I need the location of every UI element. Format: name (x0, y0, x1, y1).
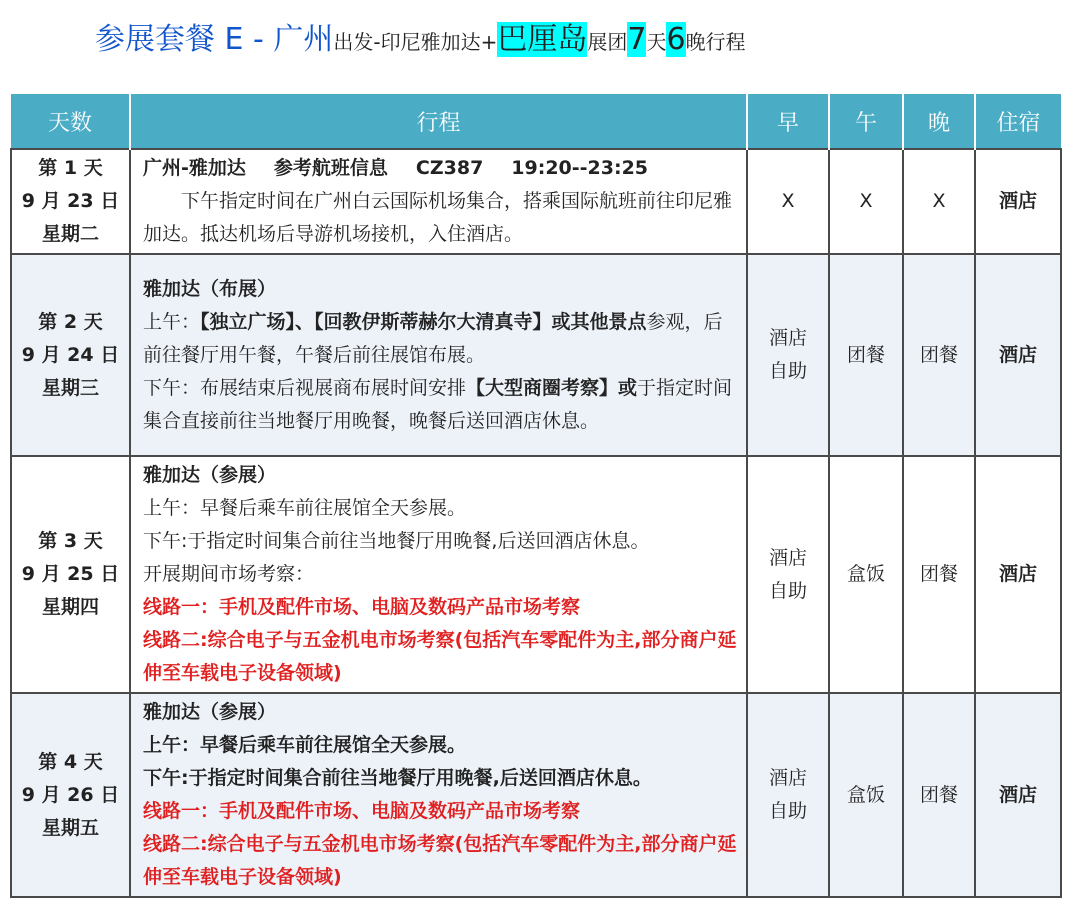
dinner-cell: X (903, 149, 975, 254)
dinner-cell: 团餐 (903, 456, 975, 693)
stay-cell: 酒店 (975, 456, 1061, 693)
afternoon-highlight: 【大型商圈考察】或 (466, 376, 638, 399)
table-row-day3 (11, 456, 1061, 693)
breakfast-cell (747, 693, 829, 897)
breakfast-line1: 酒店 (768, 767, 807, 789)
dinner-cell: 团餐 (903, 254, 975, 456)
lunch-cell: 盒饭 (829, 693, 903, 897)
table-header-row (11, 94, 1061, 149)
morning-plan (143, 306, 738, 372)
day-cell (11, 254, 130, 456)
title-nights-unit: 晚行程 (685, 30, 746, 54)
lunch-cell: X (829, 149, 903, 254)
table-row-day4 (11, 693, 1061, 897)
plan-line: 下午:于指定时间集合前往当地餐厅用晚餐,后送回酒店休息。 (143, 530, 650, 552)
itinerary-cell (130, 693, 747, 897)
breakfast-line2: 自助 (768, 579, 807, 602)
day-number: 第 2 天 (38, 310, 103, 333)
day-number: 第 3 天 (38, 530, 103, 552)
flight-info (143, 152, 738, 185)
morning-rest: 参观，后前往餐厅用午餐，午餐后前往展馆布展。 (143, 310, 723, 366)
table-row-day2 (11, 254, 1061, 456)
breakfast-line1: 酒店 (768, 546, 807, 569)
day-weekday: 星期四 (41, 596, 99, 618)
morning-attractions: 【独立广场】、【回教伊斯蒂赫尔大清真寺】或其他景点 (200, 310, 647, 333)
day-weekday: 星期五 (41, 816, 99, 839)
afternoon-rest: 于指定时间集合直接前往当地餐厅用晚餐，晚餐后送回酒店休息。 (143, 376, 733, 432)
title-highlight-bali: 巴厘岛 (497, 22, 588, 57)
header-breakfast: 早 (747, 94, 829, 149)
title-main: 参展套餐 E - 广州 (95, 22, 334, 57)
plan-line: 下午:于指定时间集合前往当地餐厅用晚餐,后送回酒店休息。 (143, 767, 652, 789)
flight-time: 19:20--23:25 (511, 157, 649, 179)
lunch-cell: 团餐 (829, 254, 903, 456)
day-heading: 雅加达（布展） (143, 277, 277, 300)
breakfast-cell (747, 456, 829, 693)
day-date: 9 月 24 日 (21, 343, 120, 366)
stay-cell: 酒店 (975, 254, 1061, 456)
itinerary-cell (130, 254, 747, 456)
dinner-cell: 团餐 (903, 693, 975, 897)
title-nights-number: 6 (666, 22, 686, 57)
day-date: 9 月 23 日 (21, 190, 120, 212)
flight-number: CZ387 (415, 157, 484, 179)
itinerary-cell (130, 456, 747, 693)
breakfast-cell (747, 254, 829, 456)
day-cell (11, 456, 130, 693)
plan-line: 上午：早餐后乘车前往展馆全天参展。 (143, 497, 467, 519)
flight-route: 广州-雅加达 (143, 157, 246, 179)
header-stay: 住宿 (975, 94, 1061, 149)
stay-cell: 酒店 (975, 149, 1061, 254)
afternoon-prefix: 下午：布展结束后视展商布展时间安排 (143, 376, 467, 399)
header-dinner: 晚 (903, 94, 975, 149)
itinerary-table (10, 94, 1062, 898)
header-days: 天数 (11, 94, 130, 149)
table-row-day1 (11, 149, 1061, 254)
day-date: 9 月 26 日 (21, 783, 120, 806)
route-two: 线路二:综合电子与五金机电市场考察(包括汽车零配件为主,部分商户延伸至车载电子设备领域) (143, 629, 737, 684)
itinerary-cell (130, 149, 747, 254)
header-itinerary: 行程 (130, 94, 747, 149)
day-cell (11, 149, 130, 254)
day-number: 第 1 天 (38, 157, 103, 179)
stay-cell: 酒店 (975, 693, 1061, 897)
breakfast-line2: 自助 (768, 800, 807, 822)
route-one: 线路一：手机及配件市场、电脑及数码产品市场考察 (143, 596, 581, 618)
day-number: 第 4 天 (38, 750, 103, 773)
title-route: 出发-印尼雅加达+ (333, 30, 498, 54)
day-heading: 雅加达（参展） (143, 464, 277, 486)
title-days-number: 7 (627, 22, 647, 57)
plan-line: 上午：早餐后乘车前往展馆全天参展。 (143, 734, 467, 756)
breakfast-line2: 自助 (768, 360, 807, 382)
day-weekday: 星期三 (41, 376, 99, 399)
morning-prefix: 上午： (143, 310, 201, 333)
breakfast-cell: X (747, 149, 829, 254)
day-heading: 雅加达（参展） (143, 701, 277, 723)
title-group: 展团 (587, 30, 628, 54)
lunch-cell: 盒饭 (829, 456, 903, 693)
breakfast-line1: 酒店 (768, 327, 807, 349)
day-description: 下午指定时间在广州白云国际机场集合，搭乘国际航班前往印尼雅加达。抵达机场后导游机场接机，入住酒店。 (143, 190, 733, 245)
day-weekday: 星期二 (41, 223, 99, 245)
plan-line: 开展期间市场考察： (143, 563, 315, 585)
route-one: 线路一：手机及配件市场、电脑及数码产品市场考察 (143, 800, 581, 822)
route-two: 线路二:综合电子与五金机电市场考察(包括汽车零配件为主,部分商户延伸至车载电子设备领域) (143, 833, 737, 888)
title-days-unit: 天 (646, 30, 667, 54)
header-lunch: 午 (829, 94, 903, 149)
afternoon-plan (143, 372, 738, 438)
page-title (95, 18, 746, 66)
day-date: 9 月 25 日 (21, 563, 120, 585)
day-cell (11, 693, 130, 897)
flight-label: 参考航班信息 (273, 157, 388, 179)
